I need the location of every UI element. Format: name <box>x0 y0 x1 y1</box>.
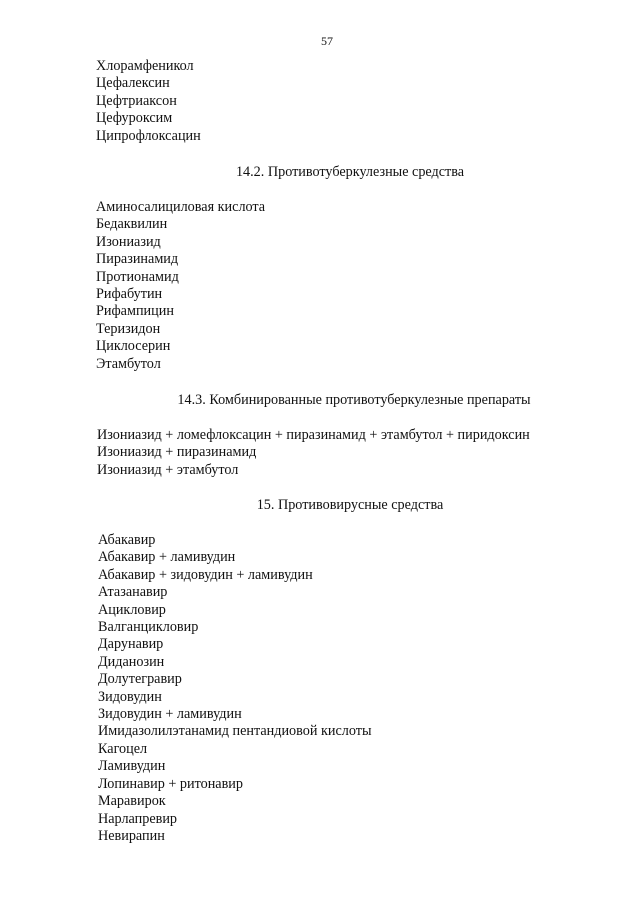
list-item: Цефалексин <box>96 75 170 92</box>
drug-list-antibiotics <box>96 58 640 145</box>
list-item: Абакавир + зидовудин + ламивудин <box>98 566 313 583</box>
drug-list-combined <box>97 427 640 479</box>
list-item: Пиразинамид <box>96 251 179 268</box>
list-item: Этамбутол <box>96 355 161 372</box>
list-item: Зидовудин <box>98 688 162 705</box>
list-item: Валганцикловир <box>98 619 199 636</box>
list-item: Дарунавир <box>98 636 164 653</box>
page-number: 57 <box>321 34 333 48</box>
list-item: Изониазид + пиразинамид <box>97 444 257 461</box>
list-item: Долутегравир <box>98 671 182 688</box>
list-item: Зидовудин + ламивудин <box>98 706 242 723</box>
list-item: Имидазолилэтанамид пентандиовой кислоты <box>98 723 372 740</box>
drug-list-antiviral <box>98 532 640 845</box>
list-item: Ламивудин <box>98 758 166 775</box>
list-item: Атазанавир <box>98 584 168 601</box>
list-item: Цефтриаксон <box>96 92 177 109</box>
list-item: Рифампицин <box>96 303 174 320</box>
list-item: Абакавир <box>98 532 156 548</box>
list-item: Цефуроксим <box>96 110 173 127</box>
list-item: Теризидон <box>96 320 161 337</box>
list-item: Циклосерин <box>96 338 171 355</box>
drug-list-antituberculosis <box>96 199 640 373</box>
list-item: Рифабутин <box>96 286 163 303</box>
section-heading-antituberculosis: 14.2. Противотуберкулезные средства <box>235 164 465 180</box>
list-item: Протионамид <box>96 268 179 285</box>
list-item: Диданозин <box>98 653 165 670</box>
list-item: Лопинавир + ритонавир <box>98 775 243 792</box>
section-heading-combined: 14.3. Комбинированные противотуберкулезные препараты <box>177 392 531 408</box>
list-item: Изониазид <box>96 233 161 250</box>
list-item: Бедаквилин <box>96 216 168 233</box>
list-item: Изониазид + ломефлоксацин + пиразинамид + этамбутол + пиридоксин <box>97 427 530 443</box>
list-item: Изониазид + этамбутол <box>97 461 239 478</box>
list-item: Невирапин <box>98 827 165 844</box>
list-item: Нарлапревир <box>98 810 178 827</box>
section-heading-antiviral: 15. Противовирусные средства <box>256 497 444 513</box>
list-item: Хлорамфеникол <box>96 58 194 74</box>
list-item: Аминосалициловая кислота <box>96 199 266 215</box>
list-item: Маравирок <box>98 793 166 810</box>
list-item: Ципрофлоксацин <box>96 127 201 144</box>
list-item: Ацикловир <box>98 601 166 618</box>
list-item: Кагоцел <box>98 740 148 757</box>
list-item: Абакавир + ламивудин <box>98 549 236 566</box>
